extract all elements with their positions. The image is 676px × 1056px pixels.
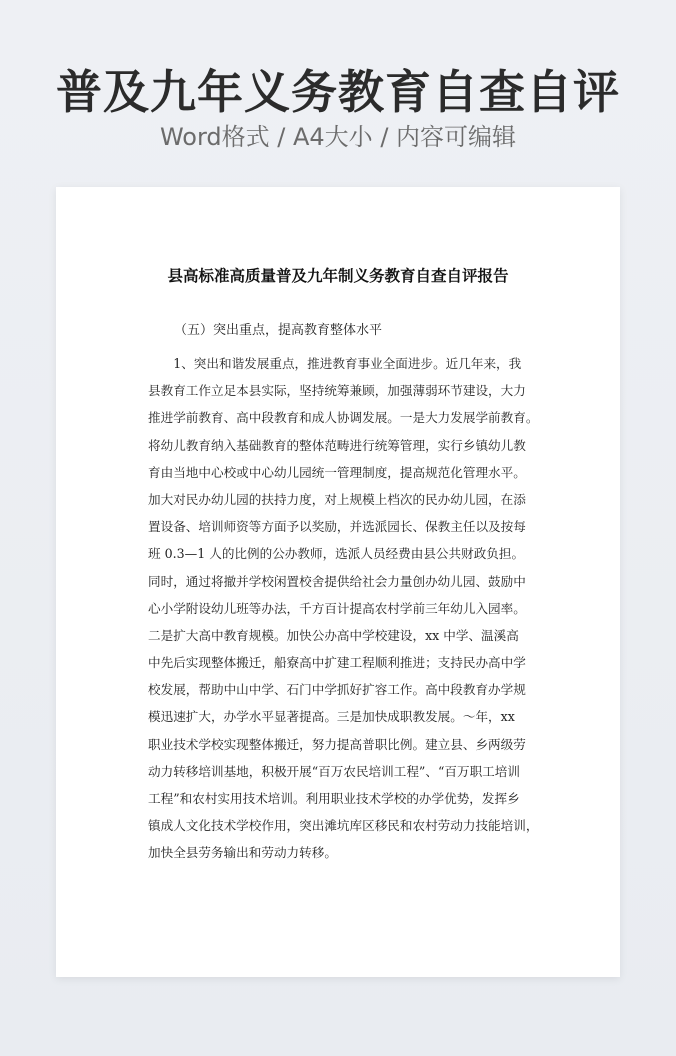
body-line: 推进学前教育、高中段教育和成人协调发展。一是大力发展学前教育。 xyxy=(148,410,539,426)
body-line: 中先后实现整体搬迁，船寮高中扩建工程顺利推进；支持民办高中学 xyxy=(148,655,526,671)
body-line: 加大对民办幼儿园的扶持力度，对上规模上档次的民办幼儿园，在添 xyxy=(148,491,526,507)
document-body xyxy=(148,350,540,867)
document-page xyxy=(56,187,620,977)
body-line: 将幼儿教育纳入基础教育的整体范畴进行统筹管理，实行乡镇幼儿教 xyxy=(148,437,526,453)
body-line: 加快全县劳务输出和劳动力转移。 xyxy=(148,845,337,861)
body-line: 校发展，帮助中山中学、石门中学抓好扩容工作。高中段教育办学规 xyxy=(148,682,526,698)
document-title: 县高标准高质量普及九年制义务教育自查自评报告 xyxy=(167,266,509,285)
body-line: 动力转移培训基地，积极开展“百万农民培训工程”、“百万职工培训 xyxy=(148,763,520,779)
banner-title: 普及九年义务教育自查自评 xyxy=(56,65,620,119)
body-line: 同时，通过将撤并学校闲置校舍提供给社会力量创办幼儿园、鼓励中 xyxy=(148,573,526,589)
body-line: 模迅速扩大，办学水平显著提高。三是加快成职教发展。～年，xx xyxy=(148,709,515,725)
body-line: 置设备、培训师资等方面予以奖励，并选派园长、保教主任以及按每 xyxy=(148,519,526,535)
body-line: 工程”和农村实用技术培训。利用职业技术学校的办学优势，发挥乡 xyxy=(148,791,520,806)
body-line: 心小学附设幼儿班等办法，千方百计提高农村学前三年幼儿入园率。 xyxy=(148,600,526,616)
body-line: 县教育工作立足本县实际，坚持统筹兼顾，加强薄弱环节建设，大力 xyxy=(148,383,526,399)
section-heading: （五）突出重点，提高教育整体水平 xyxy=(174,323,383,338)
body-line: 班 0.3—1 人的比例的公办教师，选派人员经费由县公共财政负担。 xyxy=(148,546,525,562)
banner-subtitle: Word格式 / A4大小 / 内容可编辑 xyxy=(159,123,517,151)
body-line: 职业技术学校实现整体搬迁，努力提高普职比例。建立县、乡两级劳 xyxy=(148,736,526,752)
body-line: 镇成人文化技术学校作用，突出滩坑库区移民和农村劳动力技能培训， xyxy=(148,818,539,834)
body-line: 育由当地中心校或中心幼儿园统一管理制度，提高规范化管理水平。 xyxy=(148,464,526,480)
body-line: 二是扩大高中教育规模。加快公办高中学校建设，xx 中学、温溪高 xyxy=(148,627,519,643)
body-line: 1、突出和谐发展重点，推进教育事业全面进步。近几年来，我 xyxy=(148,356,522,371)
